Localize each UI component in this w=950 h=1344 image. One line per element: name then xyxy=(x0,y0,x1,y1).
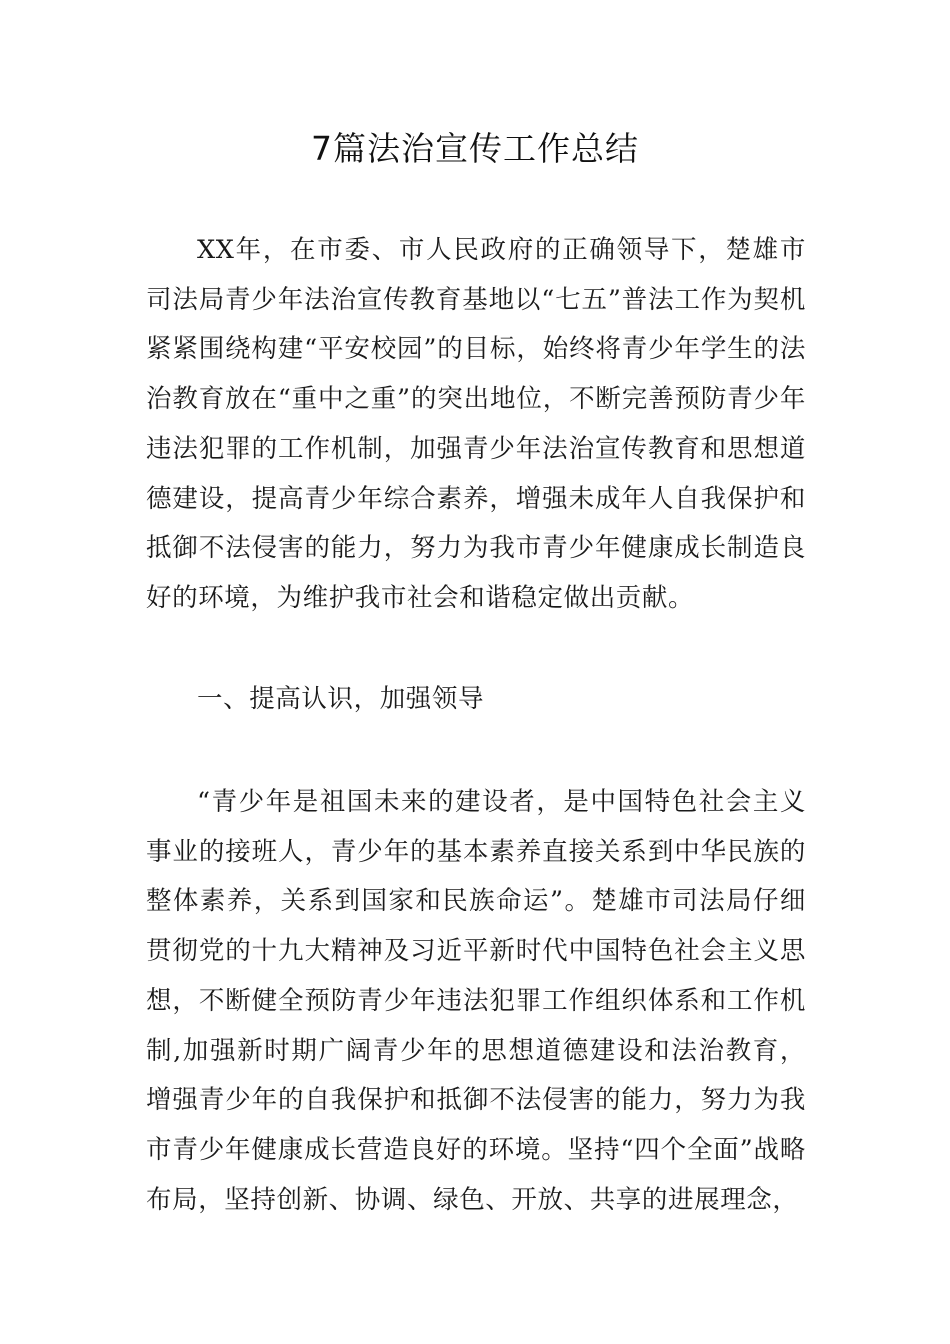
document-title: 7篇法治宣传工作总结 xyxy=(311,129,639,168)
intro-paragraph: XX年，在市委、市人民政府的正确领导下，楚雄市司法局青少年法治宣传教育基地以“七五”普法工作为契机紧紧围绕构建“平安校园”的目标，始终将青少年学生的法治教育放在“重中之重”的突出地位，不断完善预防青少年违法犯罪的工作机制，加强青少年法治宣传教育和思想道德建设，提高青少年综合素养，增强未成年人自我保护和抵御不法侵害的能力，努力为我市青少年健康成长制造良好的环境，为维护我市社会和谐稳定做出贡献。 xyxy=(146,235,806,613)
section-heading: 一、提高认识，加强领导 xyxy=(197,684,485,714)
section-paragraph: “青少年是祖国未来的建设者，是中国特色社会主义事业的接班人，青少年的基本素养直接关系到中华民族的整体素养，关系到国家和民族命运”。楚雄市司法局仔细贯彻党的十九大精神及习近平新时代中国特色社会主义思想，不断健全预防青少年违法犯罪工作组织体系和工作机制,加强新时期广阔青少年的思想道德建设和法治教育，增强青少年的自我保护和抵御不法侵害的能力，努力为我市青少年健康成长营造良好的环境。坚持“四个全面”战略布局，坚持创新、协调、绿色、开放、共享的进展理念， xyxy=(146,787,806,1215)
